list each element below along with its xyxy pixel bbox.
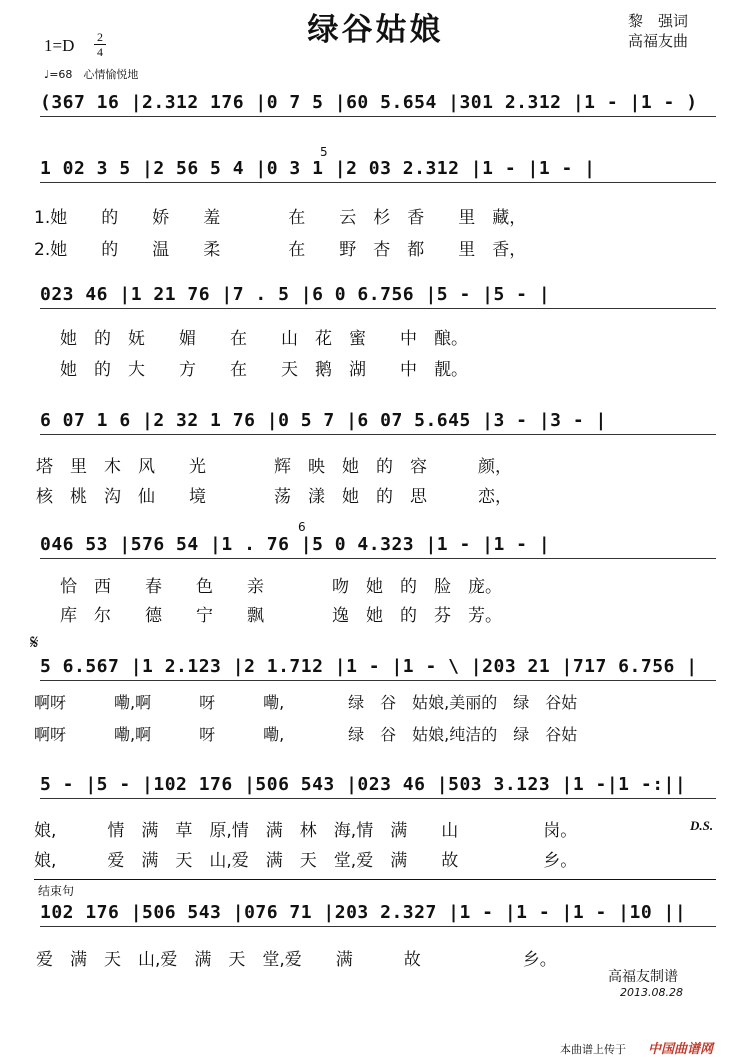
underline-row-1 — [40, 116, 716, 117]
lyric-v1-line6: 娘, 情 满 草 原,情 满 林 海,情 满 山 岗。 — [34, 821, 578, 841]
time-top: 2 — [97, 30, 103, 44]
transcription-date: 2013.08.28 — [620, 986, 683, 999]
notes-row-4: 6 07 1 6 |2 32 1 76 |0 5 7 |6 07 5.645 |3 - |3 - | — [40, 410, 607, 431]
staff-row-3 — [34, 278, 724, 318]
staff-row-2 — [34, 152, 724, 192]
lyric-v2-line2: 她 的 大 方 在 天 鹅 湖 中 靓。 — [60, 360, 468, 380]
lyric-v2-line5: 啊呀 嘞,啊 呀 嘞, 绿 谷 姑娘,纯洁的 绿 谷姑 — [34, 725, 578, 744]
underline-row-5 — [40, 558, 716, 559]
song-title: 绿谷姑娘 — [307, 12, 444, 48]
ending-bracket — [34, 879, 716, 880]
staff-row-1 — [34, 86, 724, 126]
staff-row-4 — [34, 404, 724, 444]
lyric-v2-line4: 库 尔 德 宁 飘 逸 她 的 芬 芳。 — [60, 606, 502, 626]
notes-row-7: 5 - |5 - |102 176 |506 543 |023 46 |503 3.123 |1 -|1 -:|| — [40, 774, 687, 795]
notes-row-6: 5 6.567 |1 2.123 |2 1.712 |1 - |1 - \ |203 21 |717 6.756 | — [40, 656, 698, 677]
time-bottom: 4 — [97, 45, 103, 59]
notes-row-2: 1 02 3 5 |2 56 5 4 |0 3 1 |2 03 2.312 |1 - |1 - | — [40, 158, 596, 179]
lyric-v1-line1: 1.她 的 娇 羞 在 云 杉 香 里 藏， — [34, 208, 527, 228]
staff-row-8 — [34, 896, 724, 936]
transcriber-signature: 高福友制谱 — [608, 969, 678, 985]
notes-row-1: (367 16 |2.312 176 |0 7 5 |60 5.654 |301 2.312 |1 - |1 - ) — [40, 92, 698, 113]
staff-row-7 — [34, 768, 724, 808]
staff-row-6 — [34, 650, 724, 690]
lyric-v2-line3: 核 桃 沟 仙 境 荡 漾 她 的 思 恋， — [36, 487, 512, 507]
notes-row-8: 102 176 |506 543 |076 71 |203 2.327 |1 - |1 - |1 - |10 || — [40, 902, 687, 923]
lyricist-credit: 黎 强词 — [628, 12, 689, 30]
lyric-v1-line3: 塔 里 木 风 光 辉 映 她 的 容 颜， — [36, 457, 512, 477]
key-signature: 1=D — [44, 36, 75, 55]
lyric-ending: 爱 满 天 山,爱 满 天 堂,爱 满 故 乡。 — [36, 950, 557, 970]
tempo-marking: ♩=68 心情愉悦地 — [44, 68, 139, 81]
lyric-v1-line2: 她 的 妩 媚 在 山 花 蜜 中 酿。 — [60, 329, 468, 349]
underline-row-6 — [40, 680, 716, 681]
composer-credit: 高福友曲 — [628, 32, 689, 50]
underline-row-7 — [40, 798, 716, 799]
lyric-v2-line6: 娘, 爱 满 天 山,爱 满 天 堂,爱 满 故 乡。 — [34, 851, 578, 871]
lyric-v1-line5: 啊呀 嘞,啊 呀 嘞, 绿 谷 姑娘,美丽的 绿 谷姑 — [34, 693, 578, 712]
upload-note: 本曲谱上传于 — [560, 1043, 626, 1056]
lyric-v2-line1: 2.她 的 温 柔 在 野 杏 都 里 香， — [34, 240, 527, 260]
staff-row-5 — [34, 528, 724, 568]
underline-row-4 — [40, 434, 716, 435]
ds-marking: D.S. — [690, 818, 714, 833]
underline-row-3 — [40, 308, 716, 309]
grace-note-6: 6 — [298, 520, 306, 534]
underline-row-2 — [40, 182, 716, 183]
notes-row-5: 046 53 |576 54 |1 . 76 |5 0 4.323 |1 - |1 - | — [40, 534, 551, 555]
ending-label: 结束句 — [38, 884, 75, 898]
notes-row-3: 023 46 |1 21 76 |7 . 5 |6 0 6.756 |5 - |5 - | — [40, 284, 551, 305]
underline-row-8 — [40, 926, 716, 927]
lyric-v1-line4: 恰 西 春 色 亲 吻 她 的 脸 庞。 — [60, 577, 502, 597]
segno-icon: 𝄋 — [30, 630, 39, 654]
site-logo[interactable]: 中国曲谱网 — [648, 1042, 714, 1057]
time-signature — [94, 31, 106, 58]
grace-note-5: 5 — [320, 145, 328, 159]
